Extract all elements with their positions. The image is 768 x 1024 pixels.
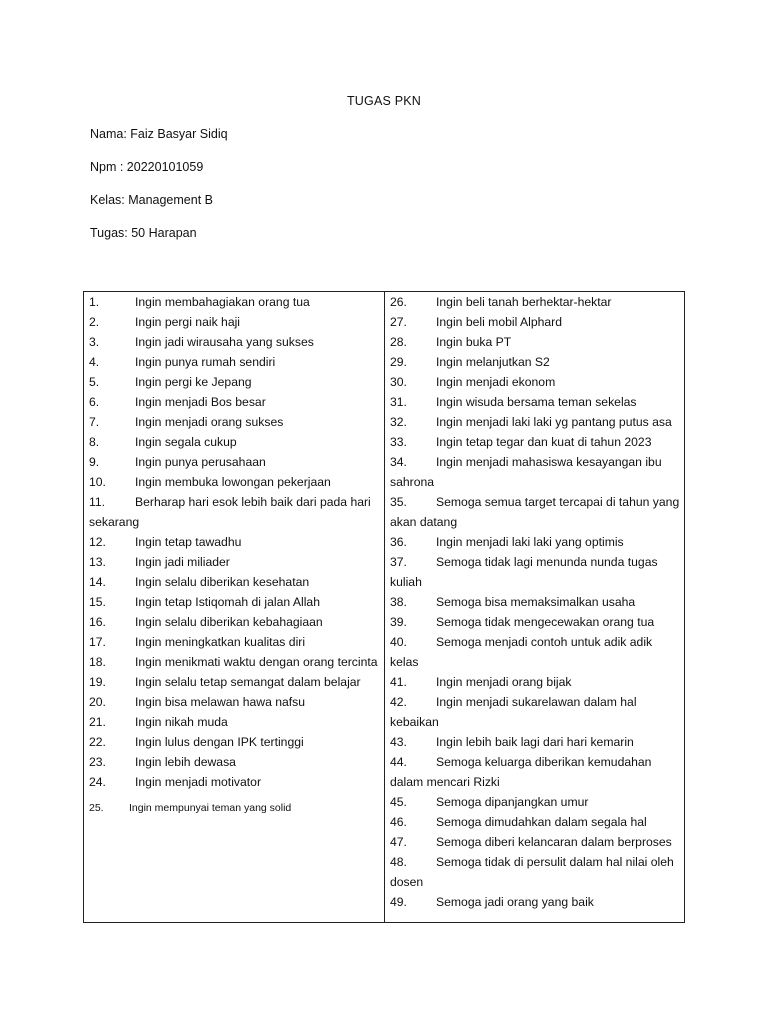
- item-text: Semoga tidak mengecewakan orang tua: [436, 615, 655, 629]
- item-number: 11.: [89, 495, 106, 509]
- item-number: 25.: [89, 802, 104, 814]
- item-number: 15.: [89, 595, 106, 609]
- list-item: [390, 612, 682, 632]
- item-text: Ingin selalu diberikan kebahagiaan: [135, 615, 323, 629]
- item-number: 6.: [89, 395, 100, 409]
- list-item: [390, 812, 682, 832]
- item-text: Ingin menjadi laki laki yg pantang putus asa: [436, 415, 672, 429]
- list-item: [89, 352, 379, 372]
- item-text: Semoga dipanjangkan umur: [436, 795, 589, 809]
- class-line: Kelas: Management B: [90, 193, 213, 207]
- column-divider: [384, 292, 385, 922]
- right-column: [390, 292, 682, 912]
- list-item: [390, 352, 682, 372]
- list-item: [89, 412, 379, 432]
- item-number: 14.: [89, 575, 106, 589]
- list-item: [390, 492, 682, 532]
- list-item: [89, 612, 379, 632]
- item-text: Ingin punya rumah sendiri: [135, 355, 276, 369]
- list-item: [89, 532, 379, 552]
- item-number: 33.: [390, 435, 407, 449]
- list-item: [390, 792, 682, 812]
- list-item: [390, 672, 682, 692]
- item-text: Semoga menjadi contoh untuk adik adik kelas: [390, 635, 653, 669]
- item-text: Ingin lulus dengan IPK tertinggi: [135, 735, 304, 749]
- list-item: [89, 552, 379, 572]
- left-column: [89, 292, 379, 818]
- item-text: Ingin segala cukup: [135, 435, 237, 449]
- item-number: 38.: [390, 595, 407, 609]
- item-text: Ingin pergi ke Jepang: [135, 375, 252, 389]
- list-item: [390, 312, 682, 332]
- item-number: 23.: [89, 755, 106, 769]
- npm-line: Npm : 20220101059: [90, 160, 204, 174]
- list-item: [89, 712, 379, 732]
- item-text: Ingin bisa melawan hawa nafsu: [135, 695, 306, 709]
- item-number: 39.: [390, 615, 407, 629]
- task-line: Tugas: 50 Harapan: [90, 226, 197, 240]
- list-item: [89, 472, 379, 492]
- item-text: Ingin buka PT: [436, 335, 512, 349]
- list-item: [390, 292, 682, 312]
- item-text: Ingin tetap tawadhu: [135, 535, 242, 549]
- item-text: Ingin lebih baik lagi dari hari kemarin: [436, 735, 634, 749]
- item-number: 41.: [390, 675, 407, 689]
- list-item: [390, 592, 682, 612]
- item-text: Semoga dimudahkan dalam segala hal: [436, 815, 647, 829]
- item-text: Ingin punya perusahaan: [135, 455, 266, 469]
- item-number: 24.: [89, 775, 106, 789]
- list-item: [390, 532, 682, 552]
- list-item: [89, 752, 379, 772]
- item-text: Ingin menjadi ekonom: [436, 375, 556, 389]
- item-number: 18.: [89, 655, 106, 669]
- item-text: Ingin tetap Istiqomah di jalan Allah: [135, 595, 320, 609]
- item-number: 13.: [89, 555, 106, 569]
- item-number: 26.: [390, 295, 407, 309]
- list-item: [390, 452, 682, 492]
- list-item: [390, 752, 682, 792]
- list-item: [89, 772, 379, 792]
- item-number: 47.: [390, 835, 407, 849]
- list-item: [390, 892, 682, 912]
- item-number: 4.: [89, 355, 100, 369]
- list-item: [390, 372, 682, 392]
- item-text: Ingin menjadi sukarelawan dalam hal kebaikan: [390, 695, 637, 729]
- item-number: 8.: [89, 435, 100, 449]
- list-item: [390, 632, 682, 672]
- list-item: [89, 492, 379, 532]
- item-text: Ingin pergi naik haji: [135, 315, 241, 329]
- item-number: 45.: [390, 795, 407, 809]
- item-text: Ingin meningkatkan kualitas diri: [135, 635, 306, 649]
- item-text: Semoga bisa memaksimalkan usaha: [436, 595, 636, 609]
- item-text: Semoga jadi orang yang baik: [436, 895, 594, 909]
- item-text: Ingin menjadi orang bijak: [436, 675, 572, 689]
- item-number: 49.: [390, 895, 407, 909]
- item-text: Ingin mempunyai teman yang solid: [129, 802, 292, 814]
- item-number: 37.: [390, 555, 407, 569]
- item-number: 17.: [89, 635, 106, 649]
- list-item: [390, 852, 682, 892]
- item-text: Ingin beli tanah berhektar-hektar: [436, 295, 612, 309]
- item-text: Ingin selalu tetap semangat dalam belajar: [135, 675, 361, 689]
- list-item: [390, 692, 682, 732]
- item-number: 21.: [89, 715, 106, 729]
- item-number: 32.: [390, 415, 407, 429]
- item-text: Berharap hari esok lebih baik dari pada hari sekarang: [89, 495, 371, 529]
- item-text: Ingin tetap tegar dan kuat di tahun 2023: [436, 435, 652, 449]
- item-number: 1.: [89, 295, 100, 309]
- list-item: [89, 332, 379, 352]
- item-number: 35.: [390, 495, 407, 509]
- document-title: TUGAS PKN: [346, 94, 422, 108]
- item-number: 28.: [390, 335, 407, 349]
- list-item: [89, 452, 379, 472]
- item-text: Semoga semua target tercapai di tahun yang akan datang: [390, 495, 680, 529]
- item-text: Ingin menjadi mahasiswa kesayangan ibu sahrona: [390, 455, 662, 489]
- list-item: [390, 432, 682, 452]
- item-number: 42.: [390, 695, 407, 709]
- list-item: [89, 572, 379, 592]
- list-item: [89, 632, 379, 652]
- item-text: Ingin selalu diberikan kesehatan: [135, 575, 310, 589]
- item-number: 31.: [390, 395, 407, 409]
- item-text: Semoga diberi kelancaran dalam berproses: [436, 835, 672, 849]
- item-text: Ingin lebih dewasa: [135, 755, 236, 769]
- item-text: Ingin menjadi laki laki yang optimis: [436, 535, 624, 549]
- list-item: [390, 732, 682, 752]
- list-item: [89, 292, 379, 312]
- list-item: [390, 832, 682, 852]
- list-item: [89, 798, 379, 818]
- list-item: [89, 732, 379, 752]
- item-number: 34.: [390, 455, 407, 469]
- list-item: [89, 372, 379, 392]
- list-item: [89, 312, 379, 332]
- item-number: 5.: [89, 375, 100, 389]
- item-text: Semoga tidak lagi menunda nunda tugas kuliah: [390, 555, 658, 589]
- item-text: Semoga tidak di persulit dalam hal nilai oleh dosen: [390, 855, 674, 889]
- item-number: 20.: [89, 695, 106, 709]
- item-number: 46.: [390, 815, 407, 829]
- item-number: 3.: [89, 335, 100, 349]
- item-text: Ingin wisuda bersama teman sekelas: [436, 395, 637, 409]
- item-number: 48.: [390, 855, 407, 869]
- list-item: [89, 652, 379, 672]
- item-text: Ingin menikmati waktu dengan orang tercinta: [135, 655, 378, 669]
- item-number: 29.: [390, 355, 407, 369]
- item-number: 27.: [390, 315, 407, 329]
- list-item: [390, 392, 682, 412]
- list-item: [89, 392, 379, 412]
- list-item: [89, 592, 379, 612]
- item-number: 10.: [89, 475, 106, 489]
- item-number: 40.: [390, 635, 407, 649]
- item-number: 19.: [89, 675, 106, 689]
- list-item: [390, 412, 682, 432]
- hopes-table: [83, 291, 685, 923]
- item-text: Ingin menjadi motivator: [135, 775, 261, 789]
- item-number: 7.: [89, 415, 100, 429]
- item-number: 44.: [390, 755, 407, 769]
- item-text: Ingin jadi miliader: [135, 555, 230, 569]
- list-item: [390, 552, 682, 592]
- item-text: Ingin membuka lowongan pekerjaan: [135, 475, 331, 489]
- item-text: Ingin nikah muda: [135, 715, 228, 729]
- item-number: 30.: [390, 375, 407, 389]
- list-item: [390, 332, 682, 352]
- list-item: [89, 692, 379, 712]
- item-text: Ingin menjadi Bos besar: [135, 395, 266, 409]
- item-number: 9.: [89, 455, 100, 469]
- item-text: Semoga keluarga diberikan kemudahan dalam mencari Rizki: [390, 755, 652, 789]
- item-text: Ingin membahagiakan orang tua: [135, 295, 310, 309]
- item-number: 36.: [390, 535, 407, 549]
- item-number: 12.: [89, 535, 106, 549]
- name-line: Nama: Faiz Basyar Sidiq: [90, 127, 228, 141]
- item-text: Ingin menjadi orang sukses: [135, 415, 284, 429]
- item-number: 22.: [89, 735, 106, 749]
- list-item: [89, 672, 379, 692]
- item-number: 2.: [89, 315, 100, 329]
- item-number: 43.: [390, 735, 407, 749]
- item-text: Ingin beli mobil Alphard: [436, 315, 563, 329]
- item-number: 16.: [89, 615, 106, 629]
- item-text: Ingin melanjutkan S2: [436, 355, 550, 369]
- item-text: Ingin jadi wirausaha yang sukses: [135, 335, 314, 349]
- list-item: [89, 432, 379, 452]
